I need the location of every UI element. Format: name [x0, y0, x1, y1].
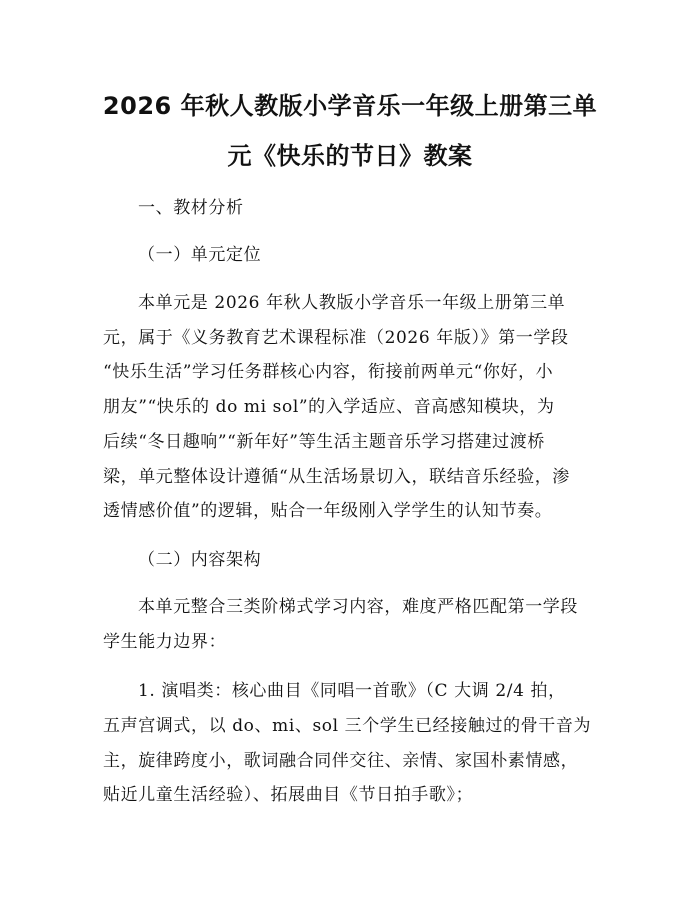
- list-item-line: 1. 演唱类：核心曲目《同唱一首歌》（C 大调 2/4 拍，: [138, 681, 566, 701]
- section-heading-teaching-analysis: 一、教材分析: [138, 198, 244, 218]
- document-title-line-2: 元《快乐的节日》教案: [227, 142, 473, 170]
- paragraph-line: 后续“冬日趣响”“新年好”等生活主题音乐学习搭建过渡桥: [103, 432, 545, 452]
- paragraph-line: 本单元是 2026 年秋人教版小学音乐一年级上册第三单: [138, 293, 566, 313]
- list-item-line: 五声宫调式，以 do、mi、sol 三个学生已经接触过的骨干音为: [103, 716, 592, 736]
- subsection-heading-content-structure: （二）内容架构: [138, 550, 262, 570]
- paragraph-line: 元，属于《义务教育艺术课程标准（2026 年版）》第一学段: [103, 328, 569, 348]
- paragraph-line: 本单元整合三类阶梯式学习内容，难度严格匹配第一学段: [138, 597, 578, 617]
- subsection-heading-unit-positioning: （一）单元定位: [138, 245, 262, 265]
- document-title-line-1: 2026 年秋人教版小学音乐一年级上册第三单: [102, 92, 598, 120]
- paragraph-line: “快乐生活”学习任务群核心内容，衔接前两单元“你好，小: [103, 362, 554, 382]
- paragraph-line: 透情感价值”的逻辑，贴合一年级刚入学学生的认知节奏。: [103, 501, 553, 521]
- list-item-line: 贴近儿童生活经验）、拓展曲目《节日拍手歌》；: [103, 785, 474, 805]
- paragraph-line: 学生能力边界：: [103, 632, 227, 652]
- list-item-line: 主，旋律跨度小，歌词融合同伴交往、亲情、家国朴素情感，: [103, 751, 579, 771]
- paragraph-line: 朋友”“快乐的 do mi sol”的入学适应、音高感知模块，为: [103, 397, 555, 417]
- paragraph-line: 梁，单元整体设计遵循“从生活场景切入，联结音乐经验，渗: [103, 467, 570, 487]
